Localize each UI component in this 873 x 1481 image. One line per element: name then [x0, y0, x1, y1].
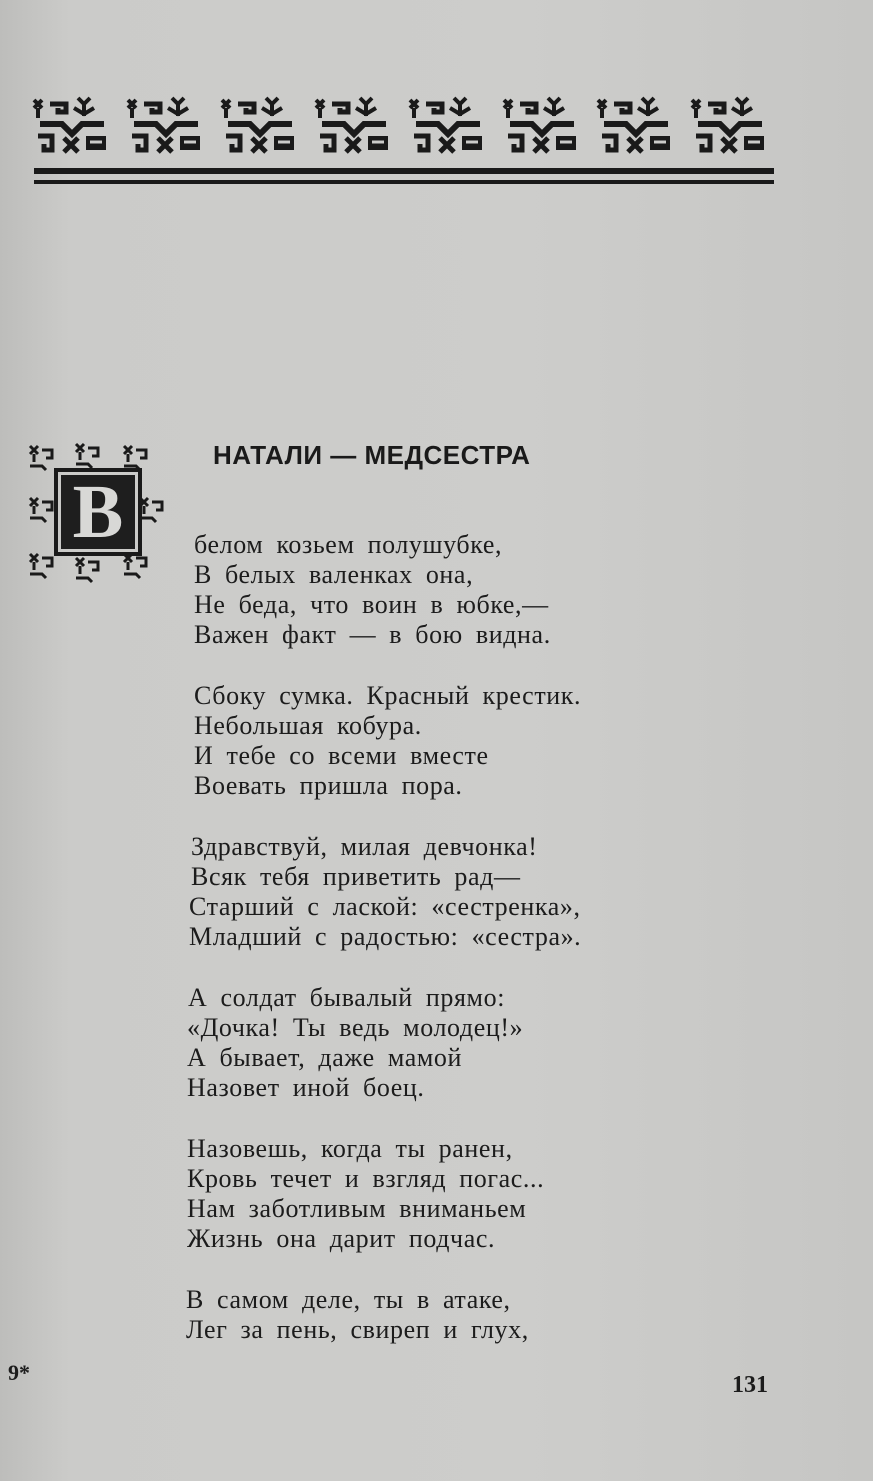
- poem-line: В самом деле, ты в атаке,: [186, 1285, 511, 1314]
- poem-line: Сбоку сумка. Красный крестик.: [194, 681, 582, 710]
- poem-line: И тебе со всеми вместе: [194, 741, 489, 770]
- poem-line: Не беда, что воин в юбке,—: [194, 590, 549, 619]
- poem-line: «Дочка! Ты ведь молодец!»: [187, 1013, 524, 1042]
- poem-line: Здравствуй, милая девчонка!: [191, 832, 538, 861]
- poem-line: Важен факт — в бою видна.: [194, 620, 551, 649]
- poem-title: НАТАЛИ — МЕДСЕСТРА: [213, 440, 531, 470]
- poem-line: Кровь течет и взгляд погас...: [187, 1164, 545, 1193]
- page-number: 131: [732, 1372, 768, 1398]
- poem-line: Лег за пень, свиреп и глух,: [186, 1315, 529, 1344]
- drop-cap-ornament: [26, 440, 170, 586]
- poem-line: белом козьем полушубке,: [194, 530, 503, 559]
- poem-line: Назовешь, когда ты ранен,: [187, 1134, 513, 1163]
- poem-line: Старший с лаской: «сестренка»,: [189, 892, 581, 921]
- signature-mark: 9*: [8, 1360, 30, 1385]
- poem-line: А солдат бывалый прямо:: [188, 983, 506, 1012]
- poem-line: Небольшая кобура.: [194, 711, 422, 740]
- poem-line: Жизнь она дарит подчас.: [187, 1224, 496, 1253]
- poem-line: А бывает, даже мамой: [187, 1043, 463, 1072]
- drop-cap-letter: В: [72, 470, 124, 554]
- poem-line: Всяк тебя приветить рад—: [191, 862, 521, 891]
- poem-line: Воевать пришла пора.: [194, 771, 463, 800]
- poem-line: Младший с радостью: «сестра».: [189, 922, 582, 951]
- poem-line: Нам заботливым вниманьем: [187, 1194, 527, 1223]
- top-ornament-band: [30, 92, 778, 192]
- poem-line: В белых валенках она,: [194, 560, 474, 589]
- poem-line: Назовет иной боец.: [187, 1073, 425, 1102]
